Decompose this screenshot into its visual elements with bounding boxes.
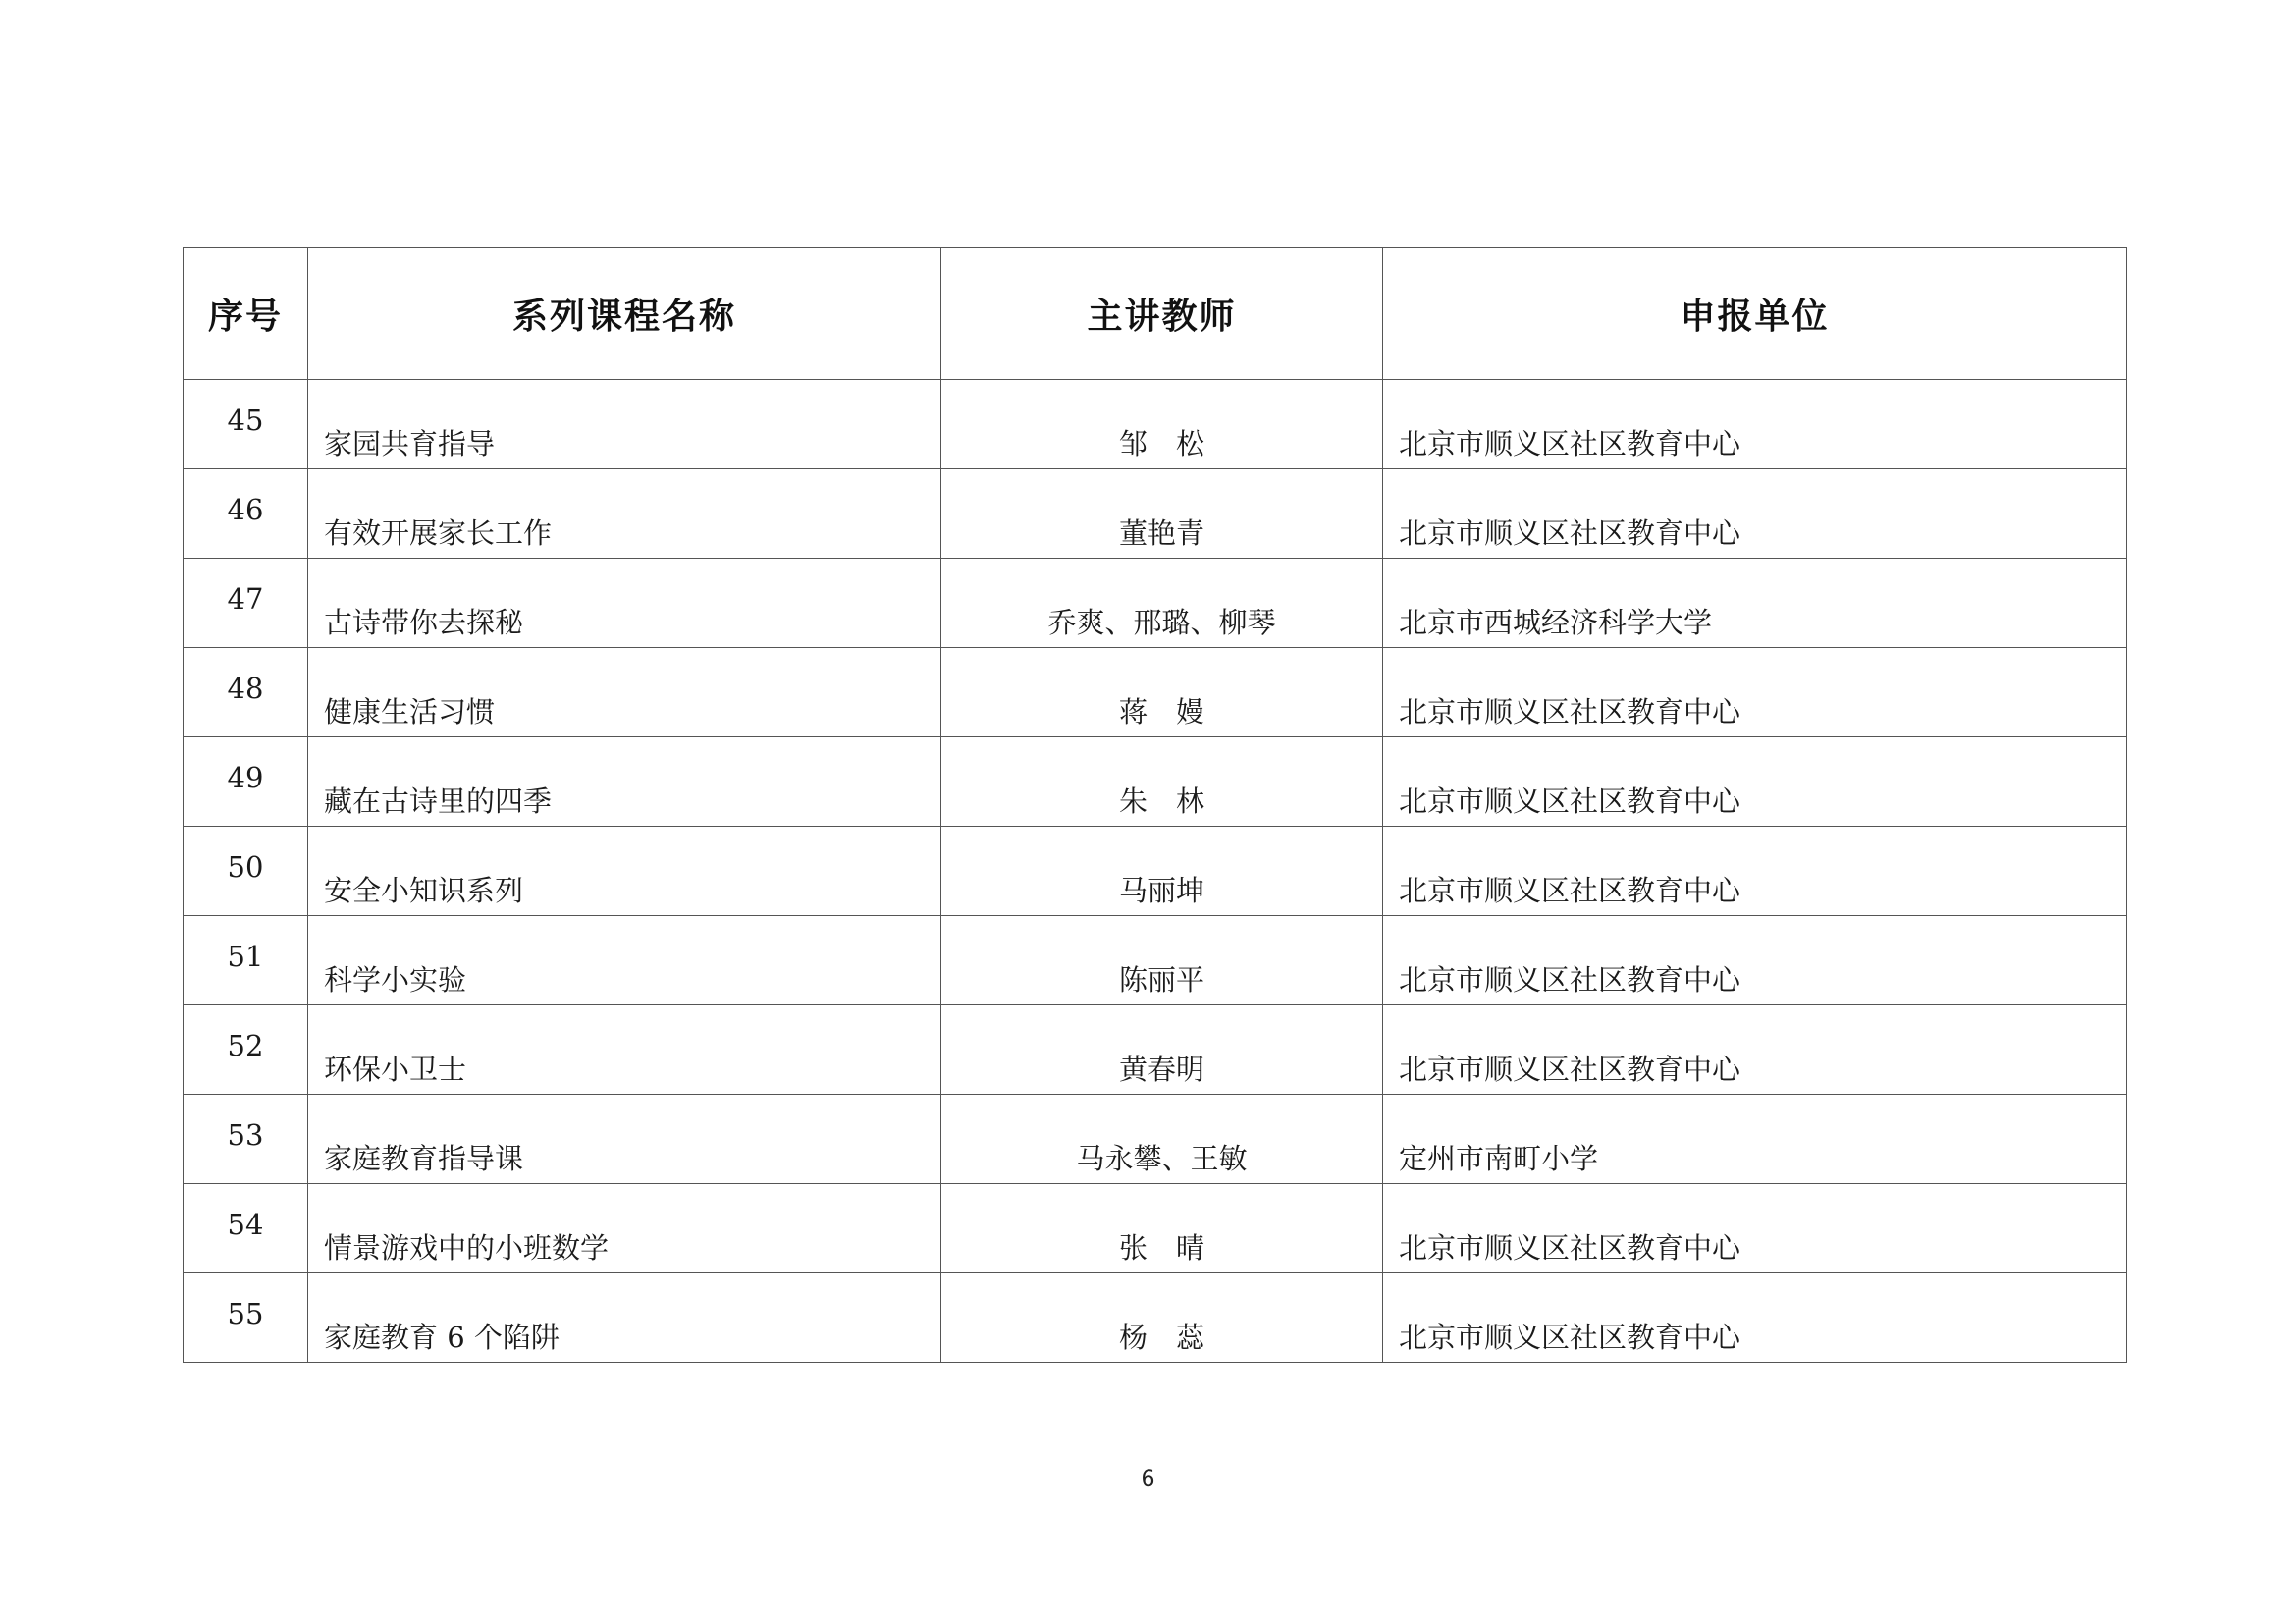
cell-unit: 北京市顺义区社区教育中心 xyxy=(1383,648,2127,737)
cell-no: 54 xyxy=(184,1184,308,1273)
cell-no: 51 xyxy=(184,916,308,1005)
cell-teacher: 马永攀、王敏 xyxy=(941,1095,1383,1184)
cell-course-name: 环保小卫士 xyxy=(308,1005,941,1095)
cell-unit: 北京市顺义区社区教育中心 xyxy=(1383,827,2127,916)
cell-course-name: 古诗带你去探秘 xyxy=(308,559,941,648)
cell-no: 55 xyxy=(184,1273,308,1363)
header-no: 序号 xyxy=(184,248,308,380)
cell-course-name: 家园共育指导 xyxy=(308,380,941,469)
table-row xyxy=(184,827,2127,916)
cell-course-name: 健康生活习惯 xyxy=(308,648,941,737)
table-row xyxy=(184,559,2127,648)
cell-teacher: 黄春明 xyxy=(941,1005,1383,1095)
header-row xyxy=(184,248,2127,380)
cell-unit: 定州市南町小学 xyxy=(1383,1095,2127,1184)
cell-no: 49 xyxy=(184,737,308,827)
cell-teacher: 张 晴 xyxy=(941,1184,1383,1273)
table-header xyxy=(184,248,2127,380)
table-body xyxy=(184,380,2127,1363)
cell-teacher: 董艳青 xyxy=(941,469,1383,559)
cell-no: 53 xyxy=(184,1095,308,1184)
cell-no: 50 xyxy=(184,827,308,916)
cell-no: 46 xyxy=(184,469,308,559)
cell-unit: 北京市顺义区社区教育中心 xyxy=(1383,1273,2127,1363)
cell-teacher: 杨 蕊 xyxy=(941,1273,1383,1363)
table-row xyxy=(184,1095,2127,1184)
course-table xyxy=(183,247,2127,1363)
cell-teacher: 邹 松 xyxy=(941,380,1383,469)
cell-unit: 北京市顺义区社区教育中心 xyxy=(1383,1005,2127,1095)
table-row xyxy=(184,380,2127,469)
cell-teacher: 陈丽平 xyxy=(941,916,1383,1005)
cell-unit: 北京市顺义区社区教育中心 xyxy=(1383,469,2127,559)
table-row xyxy=(184,1005,2127,1095)
cell-unit: 北京市顺义区社区教育中心 xyxy=(1383,380,2127,469)
cell-no: 47 xyxy=(184,559,308,648)
table-row xyxy=(184,469,2127,559)
cell-course-name: 科学小实验 xyxy=(308,916,941,1005)
cell-teacher: 朱 林 xyxy=(941,737,1383,827)
cell-course-name: 情景游戏中的小班数学 xyxy=(308,1184,941,1273)
cell-course-name: 藏在古诗里的四季 xyxy=(308,737,941,827)
header-teacher: 主讲教师 xyxy=(941,248,1383,380)
table-row xyxy=(184,648,2127,737)
cell-unit: 北京市顺义区社区教育中心 xyxy=(1383,1184,2127,1273)
page-number: 6 xyxy=(1141,1467,1155,1491)
table-row xyxy=(184,1273,2127,1363)
cell-unit: 北京市西城经济科学大学 xyxy=(1383,559,2127,648)
cell-teacher: 乔爽、邢璐、柳琴 xyxy=(941,559,1383,648)
header-unit: 申报单位 xyxy=(1383,248,2127,380)
cell-no: 52 xyxy=(184,1005,308,1095)
cell-unit: 北京市顺义区社区教育中心 xyxy=(1383,737,2127,827)
cell-course-name: 家庭教育 6 个陷阱 xyxy=(308,1273,941,1363)
table-row xyxy=(184,916,2127,1005)
header-course-name: 系列课程名称 xyxy=(308,248,941,380)
cell-no: 45 xyxy=(184,380,308,469)
cell-teacher: 蒋 嫚 xyxy=(941,648,1383,737)
table-row xyxy=(184,737,2127,827)
cell-course-name: 家庭教育指导课 xyxy=(308,1095,941,1184)
cell-course-name: 有效开展家长工作 xyxy=(308,469,941,559)
cell-course-name: 安全小知识系列 xyxy=(308,827,941,916)
cell-unit: 北京市顺义区社区教育中心 xyxy=(1383,916,2127,1005)
cell-no: 48 xyxy=(184,648,308,737)
cell-teacher: 马丽坤 xyxy=(941,827,1383,916)
table-row xyxy=(184,1184,2127,1273)
